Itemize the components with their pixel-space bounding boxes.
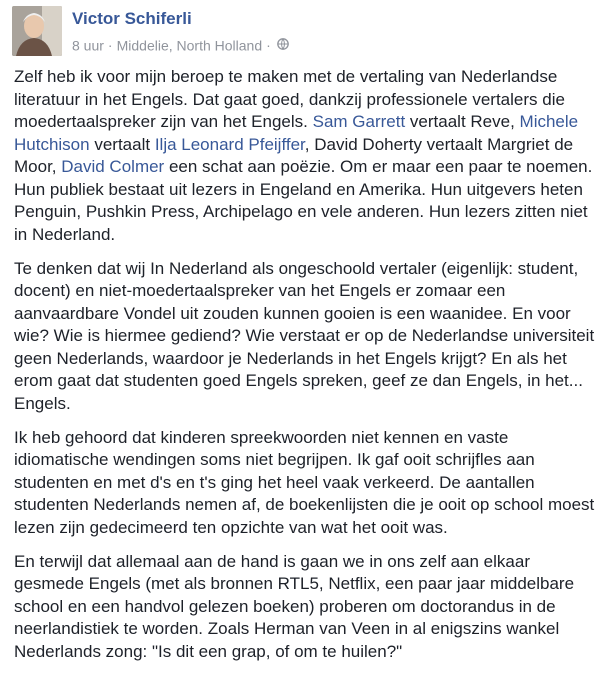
- paragraph-text: , David Doherty vertaalt Margriet de Moor,: [14, 134, 574, 176]
- post-paragraph: [14, 258, 604, 416]
- post-paragraph: [14, 551, 604, 664]
- profile-link[interactable]: Sam Garrett: [312, 112, 406, 131]
- paragraph-text: En terwijl dat allemaal aan de hand is gaan we in ons zelf aan elkaar gesmede Engels (met als bronnen RTL5, Netflix, een paar jaar middelbare school en een handvol gelezen boeken) proberen om doctorandus in de neerlandistiek te worden. Zoals Herman van Veen in al enigszins wankel Nederlands zong: "Is dit een grap, of om te huilen?": [14, 551, 575, 661]
- meta-separator-2: ·: [266, 37, 271, 54]
- post-body: [14, 66, 604, 675]
- post-time[interactable]: 8 uur: [72, 37, 104, 54]
- meta-separator: ·: [107, 37, 113, 54]
- paragraph-text: Ik heb gehoord dat kinderen spreekwoorden niet kennen en vaste idiomatische wendingen soms niet begrijpen. Ik gaf ooit schrijfles aan studenten en met d's en t's ging het heel vaak verkeerd. De aantallen studenten Nederlands nemen af, de boekenlijsten die je ooit op school moest lezen zijn gedecimeerd ten opzichte van wat het ooit was.: [14, 427, 595, 537]
- author-name[interactable]: Victor Schiferli: [72, 9, 192, 28]
- profile-photo-icon: [12, 6, 62, 56]
- profile-link[interactable]: Michele Hutchison: [14, 112, 579, 154]
- paragraph-text: vertaalt Reve,: [405, 112, 520, 131]
- paragraph-text: Zelf heb ik voor mijn beroep te maken met de vertaling van Nederlandse literatuur in het Engels. Dat gaat goed, dankzij professionele vertalers die moedertaalspreker zijn van het Engels.: [14, 67, 565, 131]
- globe-icon[interactable]: [277, 37, 289, 53]
- post-paragraph: [14, 66, 604, 246]
- profile-link[interactable]: David Colmer: [61, 157, 165, 176]
- post-meta: [72, 36, 289, 53]
- post-location[interactable]: Middelie, North Holland: [116, 37, 263, 54]
- paragraph-text: Te denken dat wij In Nederland als ongeschoold vertaler (eigenlijk: student, docent) en niet-moedertaalspreker van het Engels er zomaar een aanvaardbare Vondel uit zouden kunnen gooien is een waanidee. En voor wie? Wie is hiermee gediend? Wie verstaat er op de Nederlandse universiteit geen Nederlands, waardoor je Nederlands in het Engels krijgt? En als het erom gaat dat studenten goed Engels spreken, geef ze dan Engels, in het... Engels.: [14, 258, 595, 413]
- avatar[interactable]: [12, 6, 62, 56]
- post-paragraph: [14, 427, 604, 540]
- paragraph-text: vertaalt: [89, 134, 155, 154]
- paragraph-text: een schat aan poëzie. Om er maar een paar te noemen. Hun publiek bestaat uit lezers in Engeland en Amerika. Hun uitgevers heten Penguin, Pushkin Press, Archipelago en vele anderen. Hun lezers zitten niet in Nederland.: [14, 157, 593, 244]
- profile-link[interactable]: Ilja Leonard Pfeijffer: [154, 134, 305, 154]
